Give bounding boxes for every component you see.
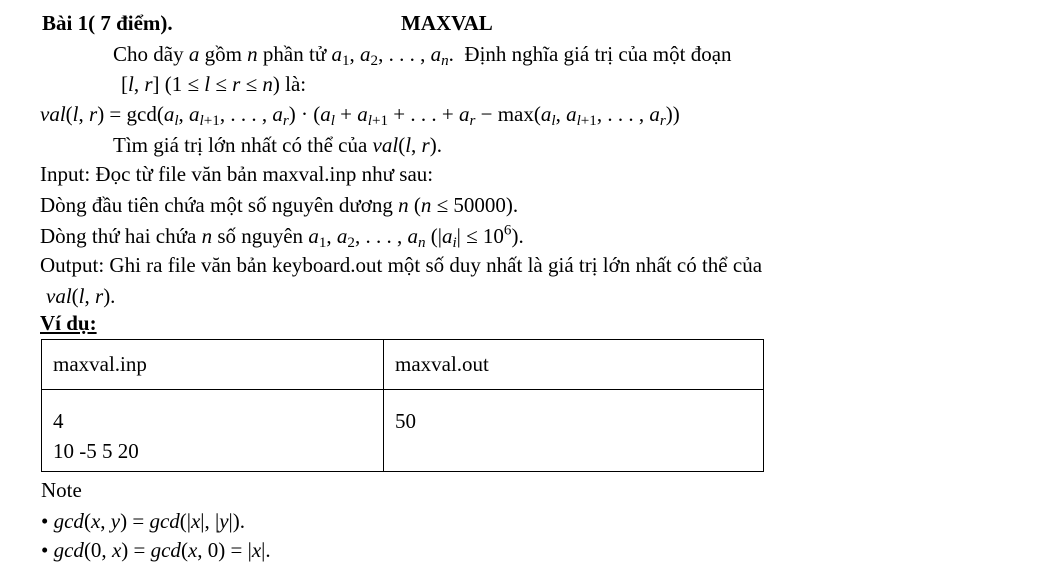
input-line-2-text: Dòng đầu tiên chứa một số nguyên dương [40,193,399,217]
example-table-body-row [42,390,764,472]
input-line-3-mid: số nguyên [212,224,309,248]
range-suffix: là: [279,72,307,96]
example-output-cell [384,390,764,472]
problem-title: MAXVAL [401,11,493,35]
example-table [41,339,764,472]
example-heading: Ví dụ: [40,311,97,335]
example-input-line-2: 10 -5 5 20 [53,439,139,463]
header-output-file: maxval.out [384,340,764,390]
intro-text-pre: Cho dãy [113,42,189,66]
note-heading: Note [41,478,82,502]
example-input-cell [42,390,384,472]
output-line-2: val(l, r). [46,284,116,308]
output-heading-line: Output: Ghi ra file văn bản keyboard.out một số duy nhất là giá trị lớn nhất có thể của [40,253,763,277]
input-line-2: Dòng đầu tiên chứa một số nguyên dương n (n ≤ 50000). [40,193,519,217]
input-line-3-text: Dòng thứ hai chứa [40,224,202,248]
input-line-3: Dòng thứ hai chứa n số nguyên $a_1$, $a_2$, . . . , $a_n$ $(|a_i| \le 10^6)$. [40,222,524,251]
problem-header [42,13,173,34]
range-line: [l, r] (1 ≤ l ≤ r ≤ n) là: [121,72,307,96]
task-line: Tìm giá trị lớn nhất có thể của val(l, r). [113,133,442,157]
problem-number: Bài 1( 7 điểm). [42,11,173,35]
intro-definition: Định nghĩa giá trị của một đoạn [464,42,732,66]
problem-intro-line: Cho dãy a gồm n phần tử $a_1$, $a_2$, . . . , $a_n$. Định nghĩa giá trị của một đoạn [113,42,732,69]
note-item-1: • gcd(x, y) = gcd(|x|, |y|). [41,509,245,533]
count-var: n [247,42,258,66]
input-heading-line: Input: Đọc từ file văn bản maxval.inp như sau: [40,162,434,186]
intro-text-post: phần tử [257,42,332,66]
formula-line: val(l, $r) = \gcd(a_l$, $a_{l+1}$, . . . , $a_r) \cdot (a_l + a_{l+1}$ + . . . + $a_r - \max(a_l$, $a_{l+1}$, . . . , $a_r$)) [40,102,680,129]
header-input-file: maxval.inp [42,340,384,390]
example-input-line-1: 4 [53,409,64,433]
note-item-2: • gcd(0, x) = gcd(x, 0) = |x|. [41,538,271,562]
seq-var: a [188,42,200,66]
intro-text-mid: gồm [199,42,248,66]
example-table-header-row [42,340,764,390]
example-output-line-1: 50 [395,409,416,433]
